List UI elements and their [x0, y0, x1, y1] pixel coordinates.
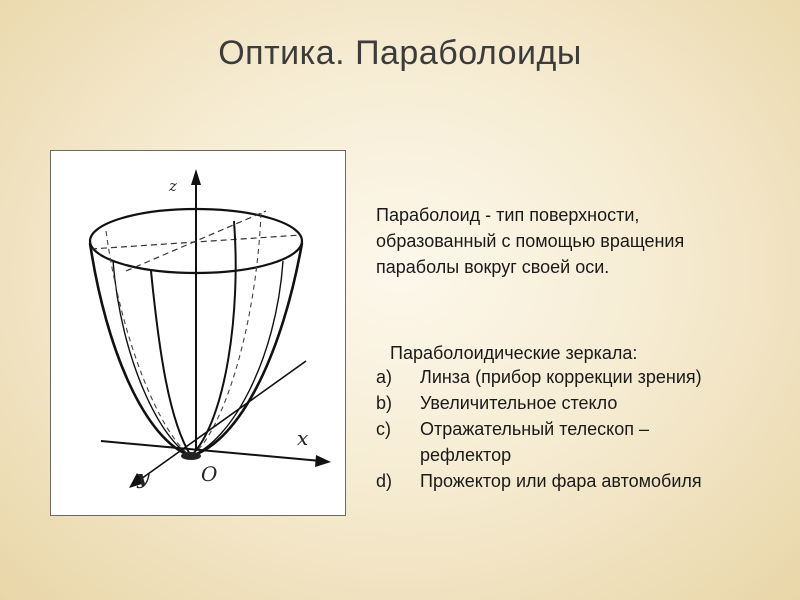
meridian-front-right: [191, 221, 236, 456]
definition-line: образованный с помощью вращения: [376, 231, 685, 251]
slide-title: Оптика. Параболоиды: [218, 34, 582, 72]
meridian-hidden-left: [106, 231, 191, 456]
x-axis-label: x: [297, 426, 309, 450]
list-item: [376, 390, 786, 416]
list-item-text: [420, 416, 786, 468]
definition-line: параболы вокруг своей оси.: [376, 257, 610, 277]
list-item-text: Линза (прибор коррекции зрения): [420, 367, 702, 387]
meridian-hidden-right: [191, 213, 261, 456]
paraboloid-figure: [50, 150, 346, 516]
paraboloid-diagram: [51, 151, 345, 515]
z-axis-arrow: [191, 169, 201, 185]
list-item: [376, 416, 786, 468]
z-axis-label: z: [169, 177, 177, 195]
list-item-line: Отражательный телескоп –: [420, 419, 650, 439]
list-item: [376, 364, 786, 390]
list-item-text: Прожектор или фара автомобиля: [420, 471, 702, 491]
origin-label: O: [201, 462, 218, 486]
mirrors-heading: Параболоидические зеркала:: [390, 343, 638, 363]
definition-line: Параболоид - тип поверхности,: [376, 205, 640, 225]
mirrors-list: [376, 364, 786, 494]
y-axis-label: y: [137, 465, 149, 489]
list-marker: b): [376, 393, 393, 413]
vertex-point: [181, 452, 201, 460]
list-item-text: Увеличительное стекло: [420, 393, 618, 413]
list-item: [376, 468, 786, 494]
list-marker: c): [376, 419, 391, 439]
paraboloid-definition: [376, 202, 776, 280]
x-axis-arrow: [315, 455, 331, 467]
list-marker: a): [376, 367, 393, 387]
list-item-line: рефлектор: [420, 445, 512, 465]
list-marker: d): [376, 471, 393, 491]
